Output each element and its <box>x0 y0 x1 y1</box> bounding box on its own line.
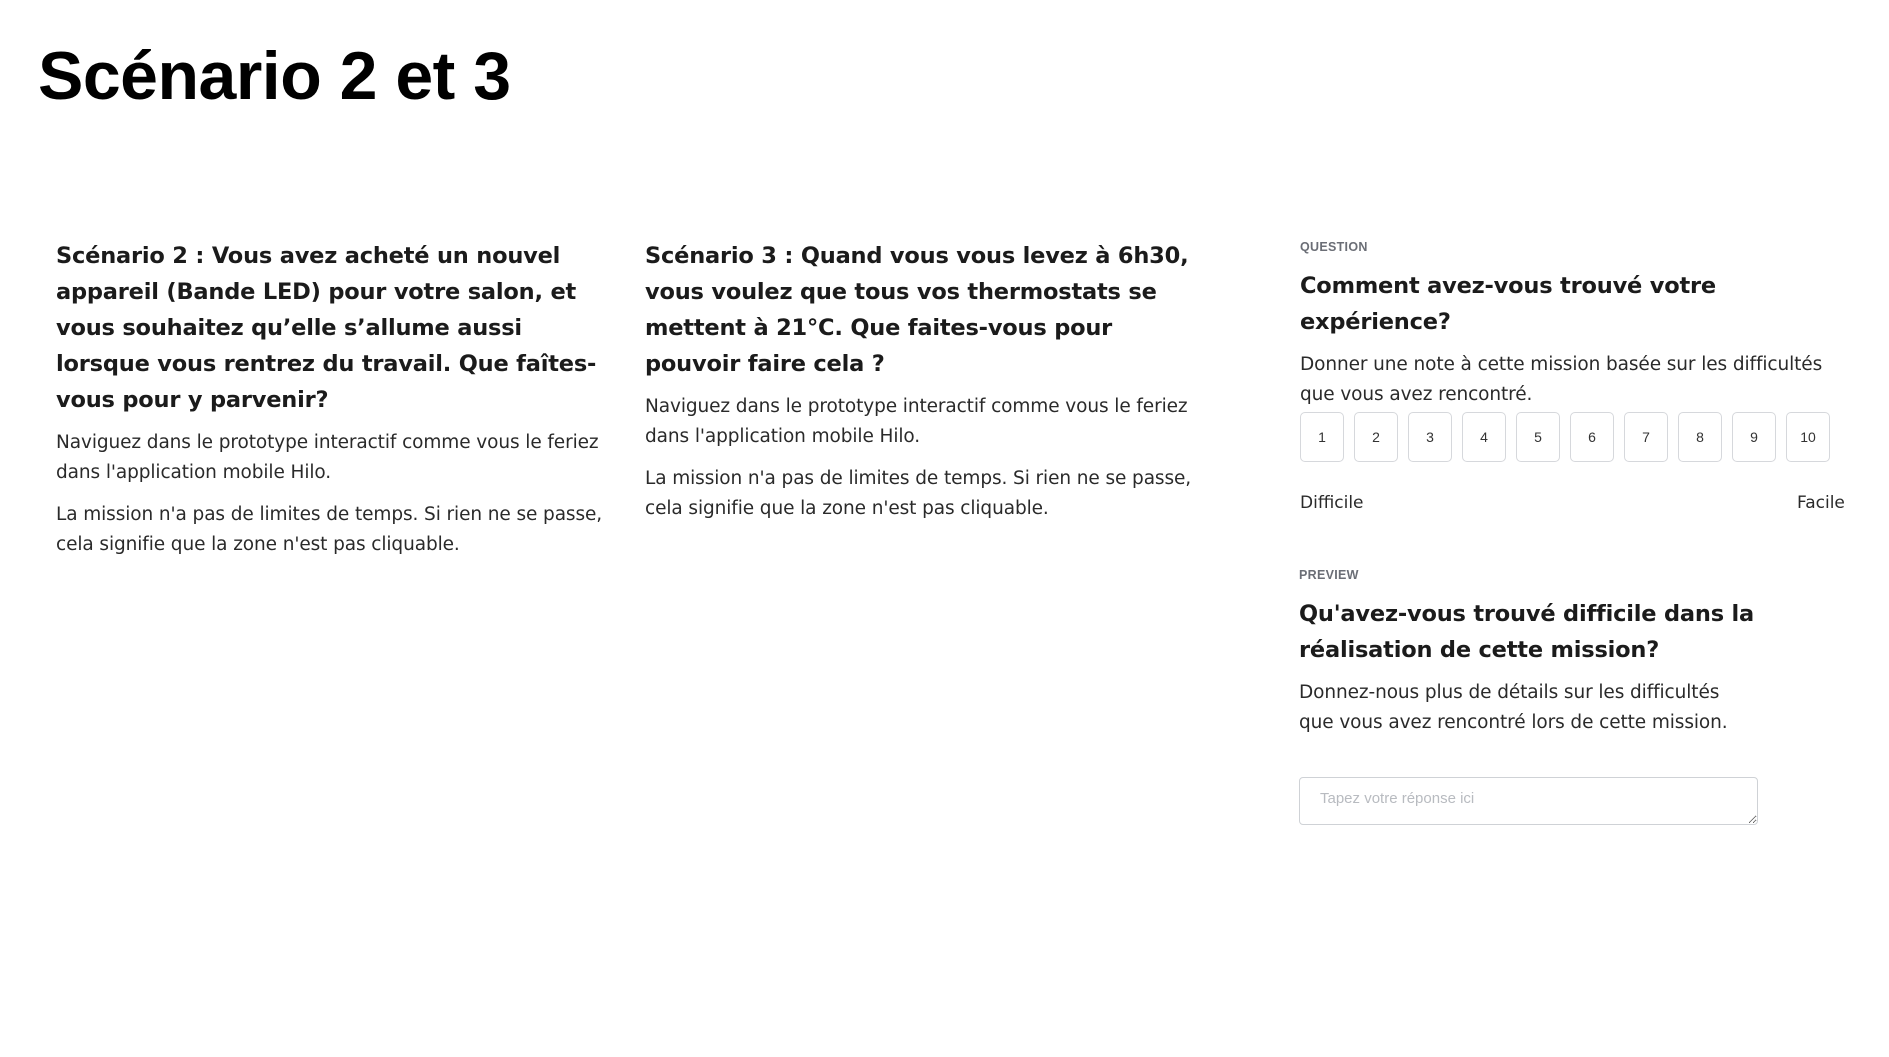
scenario-2-instruction: Naviguez dans le prototype interactif comme vous le feriez dans l'application mobile Hilo. <box>56 432 599 483</box>
question-description: Donner une note à cette mission basée sur les difficultés que vous avez rencontré. <box>1300 354 1823 405</box>
rating-button-4[interactable]: 4 <box>1462 412 1506 462</box>
rating-button-10[interactable]: 10 <box>1786 412 1830 462</box>
scenario-2-note: La mission n'a pas de limites de temps. Si rien ne se passe, cela signifie que la zone n'est pas cliquable. <box>56 504 603 555</box>
rating-button-1[interactable]: 1 <box>1300 412 1344 462</box>
scenario-2-block <box>56 238 616 572</box>
question-title: Comment avez-vous trouvé votre expérience? <box>1300 273 1716 335</box>
rating-button-6[interactable]: 6 <box>1570 412 1614 462</box>
preview-description: Donnez-nous plus de détails sur les difficultés que vous avez rencontré lors de cette mission. <box>1299 682 1728 733</box>
scenario-3-instruction: Naviguez dans le prototype interactif comme vous le feriez dans l'application mobile Hilo. <box>645 396 1188 447</box>
scale-label-easy: Facile <box>1797 493 1845 513</box>
rating-button-3[interactable]: 3 <box>1408 412 1452 462</box>
rating-button-9[interactable]: 9 <box>1732 412 1776 462</box>
rating-button-8[interactable]: 8 <box>1678 412 1722 462</box>
scenario-3-block <box>645 238 1205 536</box>
rating-button-7[interactable]: 7 <box>1624 412 1668 462</box>
rating-button-2[interactable]: 2 <box>1354 412 1398 462</box>
slide-title: Scénario 2 et 3 <box>38 38 511 114</box>
rating-button-5[interactable]: 5 <box>1516 412 1560 462</box>
scenario-2-heading: Scénario 2 : Vous avez acheté un nouvel appareil (Bande LED) pour votre salon, et vous souhaitez qu’elle s’allume aussi lorsque vous rentrez du travail. Que faîtes-vous pour y parvenir? <box>56 243 597 413</box>
open-question-panel <box>1299 568 1859 738</box>
rating-question-panel <box>1300 240 1860 410</box>
question-eyebrow: QUESTION <box>1300 240 1368 254</box>
answer-textarea[interactable] <box>1299 777 1758 825</box>
scenario-3-heading: Scénario 3 : Quand vous vous levez à 6h30, vous voulez que tous vos thermostats se mettent à 21°C. Que faites-vous pour pouvoir faire cela ? <box>645 243 1189 377</box>
rating-scale <box>1300 412 1830 462</box>
scenario-3-note: La mission n'a pas de limites de temps. Si rien ne se passe, cela signifie que la zone n'est pas cliquable. <box>645 468 1192 519</box>
preview-eyebrow: PREVIEW <box>1299 568 1359 582</box>
preview-title: Qu'avez-vous trouvé difficile dans la réalisation de cette mission? <box>1299 601 1755 663</box>
scale-label-difficult: Difficile <box>1300 493 1364 513</box>
